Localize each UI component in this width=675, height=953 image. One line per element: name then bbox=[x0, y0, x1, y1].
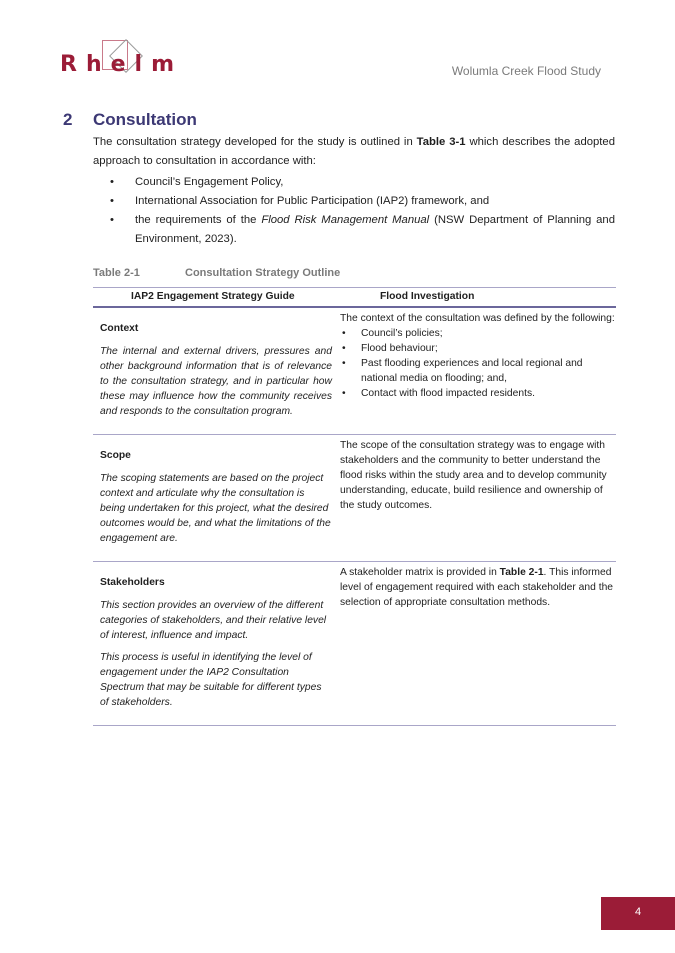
guide-text: This process is useful in identifying the level of engagement under the IAP2 Consultation Spectrum that may be suitable for different types of stakeholders. bbox=[100, 652, 322, 708]
investigation-cell bbox=[340, 562, 616, 726]
investigation-text: The context of the consultation was defined by the following: bbox=[339, 313, 615, 324]
rhelm-logo bbox=[60, 38, 183, 83]
list-item bbox=[93, 211, 615, 249]
guide-text: This section provides an overview of the different categories of stakeholders, and their relative level of interest, influence and impact. bbox=[100, 600, 327, 641]
guide-text: The internal and external drivers, pressures and other background information that is of relevance to the consultation strategy, and in particular how these may influence how the community receives and responds to the consultation program. bbox=[100, 346, 332, 417]
table-row bbox=[93, 307, 616, 435]
guide-text: The scoping statements are based on the project context and articulate why the consultation is being undertaken for this project, what the desired outcomes would be, and what the limitations of the engagement are. bbox=[100, 473, 331, 544]
running-title: Wolumla Creek Flood Study bbox=[451, 64, 601, 78]
manual-title: Flood Risk Management Manual bbox=[261, 214, 430, 226]
investigation-bullets bbox=[340, 326, 616, 401]
section-heading bbox=[63, 110, 197, 130]
investigation-text: The scope of the consultation strategy was to engage with stakeholders and the community to better understand the flood risks within the study area and to develop community understanding, educate, build resilience and ownership of the study outcomes. bbox=[339, 440, 607, 511]
list-item: • Council’s policies; bbox=[340, 326, 616, 341]
investigation-text bbox=[340, 565, 616, 610]
list-item: • Council’s Engagement Policy, bbox=[93, 173, 615, 192]
row-title: Context bbox=[100, 323, 139, 334]
section-title: Consultation bbox=[93, 110, 197, 129]
table-reference: Table 2-1 bbox=[499, 567, 544, 578]
list-item: • Past flooding experiences and local regional and national media on flooding; and, bbox=[340, 356, 616, 386]
table-caption bbox=[93, 267, 340, 279]
page-number-badge: 4 bbox=[601, 897, 675, 930]
intro-text-end: which describes the adopted approach to consultation in accordance with: bbox=[93, 136, 615, 167]
logo-text: Rhelm bbox=[60, 52, 183, 77]
list-item-text-end: (NSW Department of Planning and Environment, 2023). bbox=[135, 214, 615, 245]
list-item: • Flood behaviour; bbox=[340, 341, 616, 356]
row-title: Stakeholders bbox=[100, 577, 165, 588]
table-reference: Table 3-1 bbox=[416, 136, 466, 148]
column-header-guide: IAP2 Engagement Strategy Guide bbox=[93, 288, 340, 308]
table-header-row bbox=[93, 288, 616, 308]
consultation-strategy-table bbox=[93, 287, 616, 726]
intro-paragraph bbox=[93, 133, 615, 171]
guide-cell bbox=[93, 562, 340, 726]
table-caption-title: Consultation Strategy Outline bbox=[185, 267, 341, 279]
guide-cell bbox=[93, 307, 340, 435]
table-row bbox=[93, 562, 616, 726]
section-number: 2 bbox=[63, 110, 73, 129]
table-caption-label: Table 2-1 bbox=[93, 267, 140, 279]
list-item-text: the requirements of the bbox=[135, 214, 262, 226]
investigation-text-start: A stakeholder matrix is provided in bbox=[339, 567, 500, 578]
investigation-cell bbox=[340, 435, 616, 562]
list-item: • Contact with flood impacted residents. bbox=[340, 386, 616, 401]
table-row bbox=[93, 435, 616, 562]
row-title: Scope bbox=[100, 450, 131, 461]
guide-cell bbox=[93, 435, 340, 562]
bullet-list bbox=[93, 173, 615, 249]
investigation-text-end: . This informed level of engagement required with each stakeholder and the selection of appropriate consultation methods. bbox=[339, 567, 614, 608]
investigation-cell bbox=[340, 307, 616, 435]
column-header-investigation: Flood Investigation bbox=[340, 288, 616, 308]
intro-text: The consultation strategy developed for the study is outlined in bbox=[93, 136, 417, 148]
list-item: • International Association for Public Participation (IAP2) framework, and bbox=[93, 192, 615, 211]
